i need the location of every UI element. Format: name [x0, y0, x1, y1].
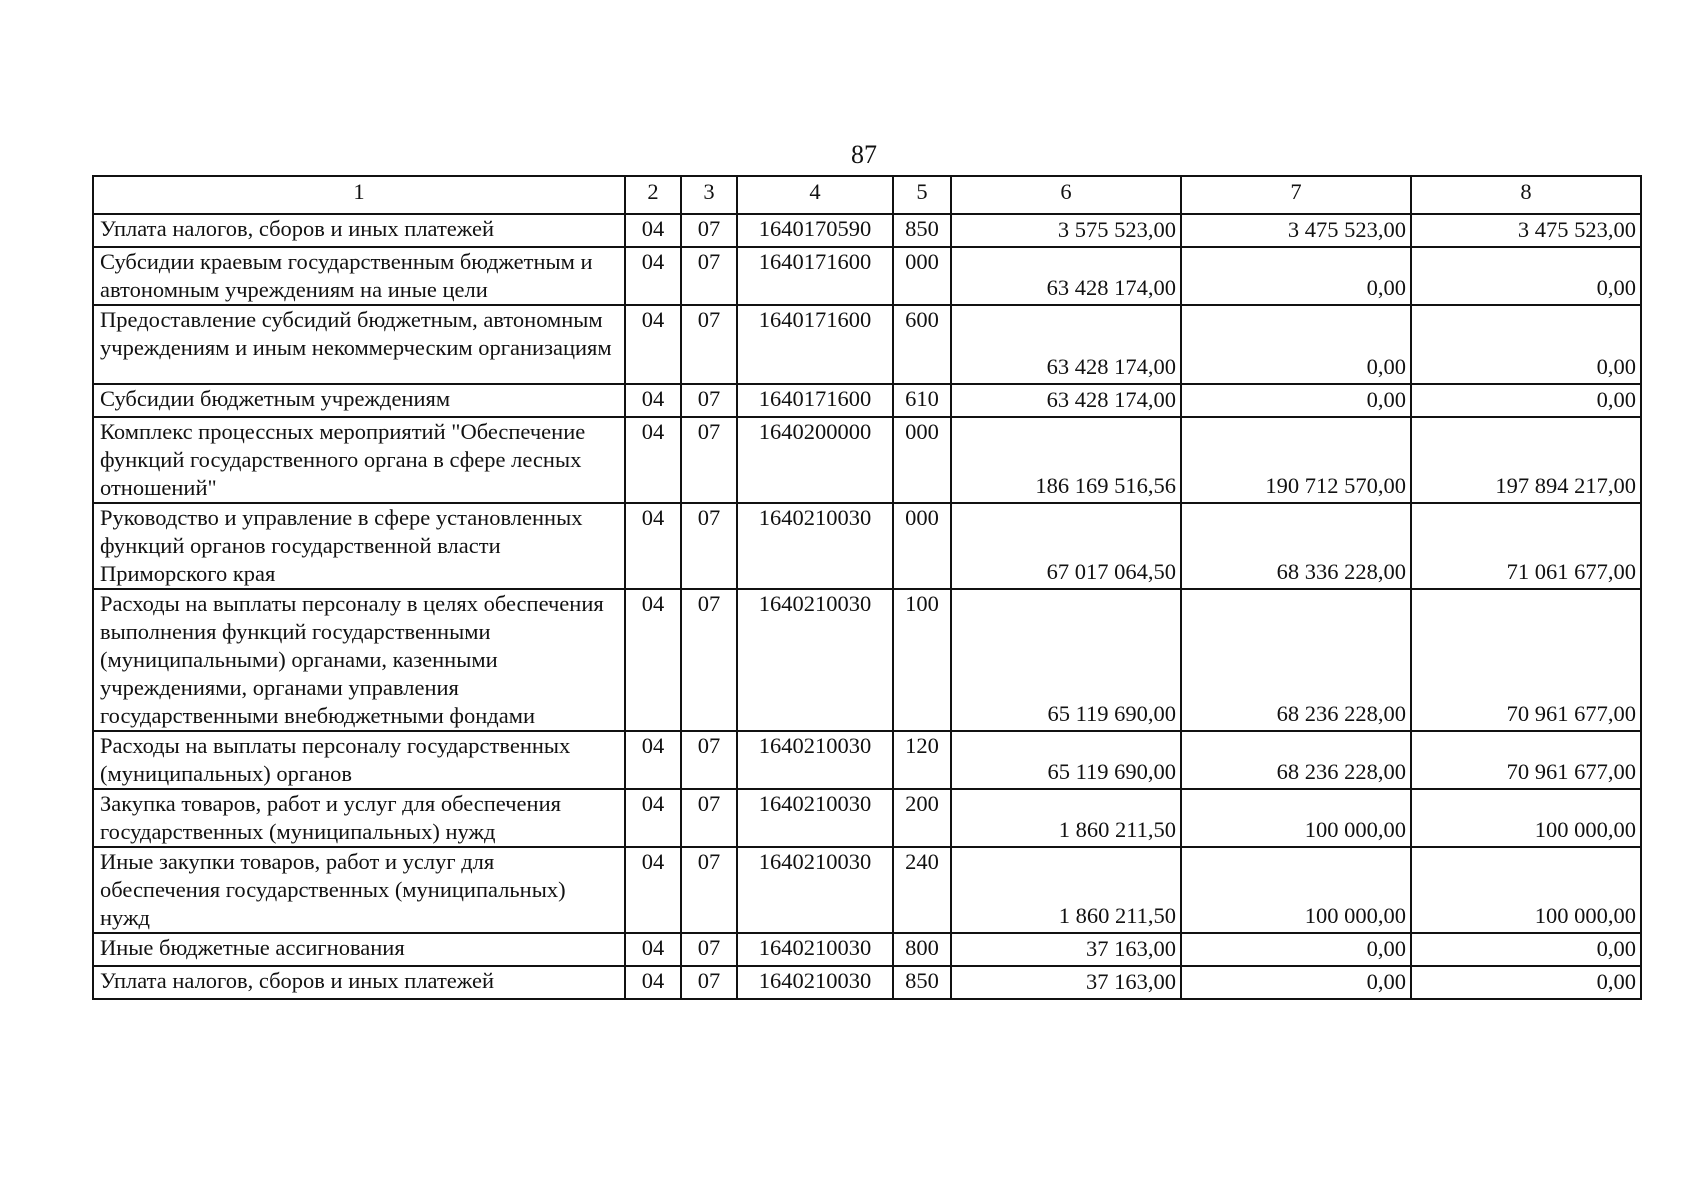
- section-code-cell: 04: [625, 503, 681, 589]
- target-article-cell: 1640210030: [737, 589, 893, 731]
- subsection-code-cell: 07: [681, 503, 737, 589]
- target-article-cell: 1640200000: [737, 417, 893, 503]
- expense-type-cell: 850: [893, 966, 951, 999]
- amount-col6-cell: 67 017 064,50: [951, 503, 1181, 589]
- table-row: [93, 731, 1641, 789]
- target-article-cell: 1640170590: [737, 214, 893, 247]
- amount-col7-cell: 68 236 228,00: [1181, 731, 1411, 789]
- table-row: [93, 247, 1641, 305]
- amount-col7-cell: 100 000,00: [1181, 789, 1411, 847]
- amount-col8-cell: 71 061 677,00: [1411, 503, 1641, 589]
- section-code-cell: 04: [625, 933, 681, 966]
- amount-col6-cell: 1 860 211,50: [951, 847, 1181, 933]
- amount-col8-cell: 100 000,00: [1411, 847, 1641, 933]
- header-cell: 7: [1181, 176, 1411, 214]
- target-article-cell: 1640171600: [737, 384, 893, 417]
- subsection-code-cell: 07: [681, 789, 737, 847]
- row-name-cell: Руководство и управление в сфере установленных функций органов государственной власти Приморского края: [93, 503, 625, 589]
- section-code-cell: 04: [625, 589, 681, 731]
- page-number: 87: [851, 140, 877, 169]
- expense-type-cell: 000: [893, 503, 951, 589]
- amount-col7-cell: 68 236 228,00: [1181, 589, 1411, 731]
- amount-col8-cell: 0,00: [1411, 933, 1641, 966]
- budget-table: [92, 175, 1642, 1000]
- section-code-cell: 04: [625, 417, 681, 503]
- row-name-cell: Уплата налогов, сборов и иных платежей: [93, 966, 625, 999]
- section-code-cell: 04: [625, 789, 681, 847]
- table-row: [93, 503, 1641, 589]
- target-article-cell: 1640171600: [737, 247, 893, 305]
- expense-type-cell: 800: [893, 933, 951, 966]
- target-article-cell: 1640210030: [737, 503, 893, 589]
- amount-col6-cell: 37 163,00: [951, 933, 1181, 966]
- expense-type-cell: 100: [893, 589, 951, 731]
- header-cell: 2: [625, 176, 681, 214]
- amount-col6-cell: 1 860 211,50: [951, 789, 1181, 847]
- amount-col7-cell: 0,00: [1181, 933, 1411, 966]
- table-row: [93, 214, 1641, 247]
- row-name-cell: Расходы на выплаты персоналу государственных (муниципальных) органов: [93, 731, 625, 789]
- amount-col7-cell: 0,00: [1181, 966, 1411, 999]
- amount-col8-cell: 70 961 677,00: [1411, 589, 1641, 731]
- section-code-cell: 04: [625, 847, 681, 933]
- header-cell: 1: [93, 176, 625, 214]
- target-article-cell: 1640210030: [737, 933, 893, 966]
- section-code-cell: 04: [625, 731, 681, 789]
- table-header-row: [93, 176, 1641, 214]
- row-name-cell: Субсидии бюджетным учреждениям: [93, 384, 625, 417]
- section-code-cell: 04: [625, 966, 681, 999]
- row-name-cell: Иные бюджетные ассигнования: [93, 933, 625, 966]
- amount-col6-cell: 63 428 174,00: [951, 247, 1181, 305]
- expense-type-cell: 120: [893, 731, 951, 789]
- header-cell: 4: [737, 176, 893, 214]
- target-article-cell: 1640210030: [737, 789, 893, 847]
- amount-col7-cell: 0,00: [1181, 305, 1411, 384]
- subsection-code-cell: 07: [681, 847, 737, 933]
- section-code-cell: 04: [625, 247, 681, 305]
- expense-type-cell: 600: [893, 305, 951, 384]
- amount-col6-cell: 3 575 523,00: [951, 214, 1181, 247]
- expense-type-cell: 850: [893, 214, 951, 247]
- subsection-code-cell: 07: [681, 214, 737, 247]
- expense-type-cell: 240: [893, 847, 951, 933]
- row-name-cell: Иные закупки товаров, работ и услуг для обеспечения государственных (муниципальных) нужд: [93, 847, 625, 933]
- amount-col8-cell: 197 894 217,00: [1411, 417, 1641, 503]
- amount-col7-cell: 0,00: [1181, 384, 1411, 417]
- amount-col8-cell: 0,00: [1411, 966, 1641, 999]
- amount-col8-cell: 100 000,00: [1411, 789, 1641, 847]
- amount-col7-cell: 3 475 523,00: [1181, 214, 1411, 247]
- amount-col6-cell: 65 119 690,00: [951, 731, 1181, 789]
- header-cell: 5: [893, 176, 951, 214]
- table-row: [93, 384, 1641, 417]
- subsection-code-cell: 07: [681, 384, 737, 417]
- amount-col6-cell: 186 169 516,56: [951, 417, 1181, 503]
- table-row: [93, 589, 1641, 731]
- amount-col7-cell: 190 712 570,00: [1181, 417, 1411, 503]
- amount-col6-cell: 65 119 690,00: [951, 589, 1181, 731]
- table-row: [93, 305, 1641, 384]
- amount-col6-cell: 63 428 174,00: [951, 305, 1181, 384]
- subsection-code-cell: 07: [681, 933, 737, 966]
- subsection-code-cell: 07: [681, 731, 737, 789]
- target-article-cell: 1640210030: [737, 966, 893, 999]
- row-name-cell: Уплата налогов, сборов и иных платежей: [93, 214, 625, 247]
- table-row: [93, 417, 1641, 503]
- row-name-cell: Предоставление субсидий бюджетным, автономным учреждениям и иным некоммерческим организациям: [93, 305, 625, 384]
- target-article-cell: 1640210030: [737, 847, 893, 933]
- amount-col8-cell: 0,00: [1411, 305, 1641, 384]
- row-name-cell: Субсидии краевым государственным бюджетным и автономным учреждениям на иные цели: [93, 247, 625, 305]
- amount-col8-cell: 0,00: [1411, 247, 1641, 305]
- amount-col7-cell: 68 336 228,00: [1181, 503, 1411, 589]
- amount-col8-cell: 70 961 677,00: [1411, 731, 1641, 789]
- amount-col7-cell: 100 000,00: [1181, 847, 1411, 933]
- section-code-cell: 04: [625, 214, 681, 247]
- expense-type-cell: 000: [893, 417, 951, 503]
- header-cell: 8: [1411, 176, 1641, 214]
- row-name-cell: Закупка товаров, работ и услуг для обеспечения государственных (муниципальных) нужд: [93, 789, 625, 847]
- target-article-cell: 1640210030: [737, 731, 893, 789]
- table-row: [93, 933, 1641, 966]
- amount-col7-cell: 0,00: [1181, 247, 1411, 305]
- subsection-code-cell: 07: [681, 417, 737, 503]
- row-name-cell: Комплекс процессных мероприятий "Обеспечение функций государственного органа в сфере лесных отношений": [93, 417, 625, 503]
- table-row: [93, 966, 1641, 999]
- header-cell: 6: [951, 176, 1181, 214]
- header-cell: 3: [681, 176, 737, 214]
- expense-type-cell: 610: [893, 384, 951, 417]
- amount-col8-cell: 3 475 523,00: [1411, 214, 1641, 247]
- expense-type-cell: 000: [893, 247, 951, 305]
- row-name-cell: Расходы на выплаты персоналу в целях обеспечения выполнения функций государственными (муниципальными) органами, казенными учреждениями, органами управления государственными внебюджетными фондами: [93, 589, 625, 731]
- table-row: [93, 847, 1641, 933]
- subsection-code-cell: 07: [681, 305, 737, 384]
- amount-col6-cell: 63 428 174,00: [951, 384, 1181, 417]
- subsection-code-cell: 07: [681, 247, 737, 305]
- expense-type-cell: 200: [893, 789, 951, 847]
- amount-col6-cell: 37 163,00: [951, 966, 1181, 999]
- section-code-cell: 04: [625, 384, 681, 417]
- amount-col8-cell: 0,00: [1411, 384, 1641, 417]
- target-article-cell: 1640171600: [737, 305, 893, 384]
- subsection-code-cell: 07: [681, 966, 737, 999]
- subsection-code-cell: 07: [681, 589, 737, 731]
- table-row: [93, 789, 1641, 847]
- section-code-cell: 04: [625, 305, 681, 384]
